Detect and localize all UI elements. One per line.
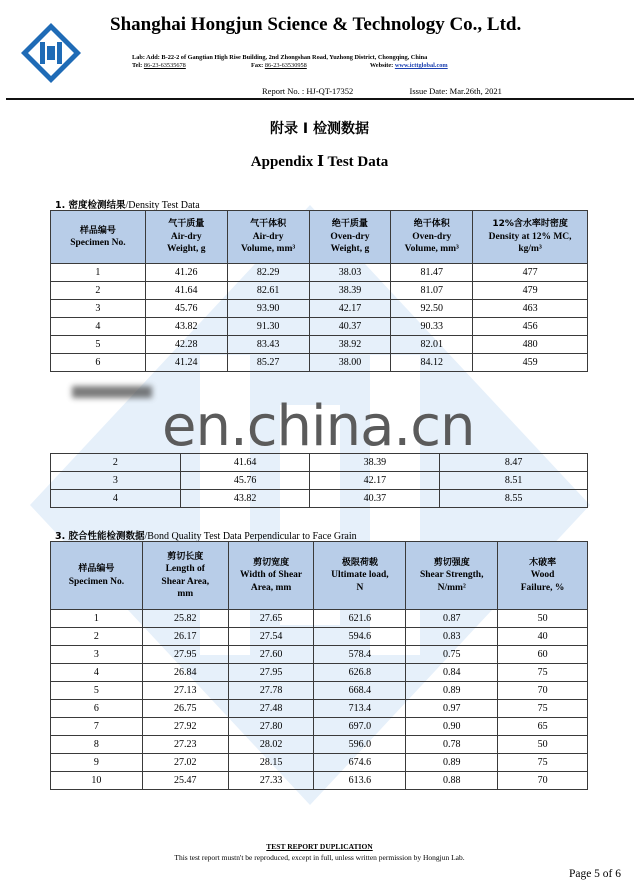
table-cell: 27.92 [142,718,228,736]
table-cell: 3 [51,646,143,664]
table-cell: 2 [51,282,146,300]
table-cell: 83.43 [227,336,309,354]
table-cell: 26.75 [142,700,228,718]
table-row [51,354,588,372]
table-cell: 81.07 [391,282,473,300]
table-cell: 0.84 [406,664,498,682]
table-cell: 82.29 [227,264,309,282]
table-cell: 41.64 [180,454,310,472]
website-label: Website: [369,62,394,69]
table-cell: 50 [498,610,588,628]
table-cell: 668.4 [314,682,406,700]
table-cell: 6 [51,700,143,718]
table-row [51,610,588,628]
col-header: 剪切宽度 Width of Shear Area, mm [228,542,314,610]
table-cell: 41.64 [145,282,227,300]
table-row [51,718,588,736]
fax-number[interactable]: 86-23-63530958 [264,62,307,69]
table-cell: 3 [51,300,146,318]
table-cell: 65 [498,718,588,736]
table-cell: 50 [498,736,588,754]
table-cell: 626.8 [314,664,406,682]
bond-table [50,541,588,790]
table-cell: 26.84 [142,664,228,682]
tel-number[interactable]: 86-23-63535678 [143,62,186,69]
table-cell: 0.89 [406,754,498,772]
table-cell: 2 [51,628,143,646]
table-cell: 84.12 [391,354,473,372]
table-cell: 2 [51,454,181,472]
table-cell: 27.80 [228,718,314,736]
table-cell: 45.76 [145,300,227,318]
table-cell: 27.60 [228,646,314,664]
table-row [51,300,588,318]
table-cell: 85.27 [227,354,309,372]
table-header-row [51,211,588,264]
table-row [51,628,588,646]
table-cell: 25.47 [142,772,228,790]
col-header: 样品编号 Specimen No. [51,211,146,264]
table-cell: 28.02 [228,736,314,754]
table-cell: 82.61 [227,282,309,300]
table-row [51,646,588,664]
col-header: 剪切强度 Shear Strength, N/mm² [406,542,498,610]
appendix-title-en: Appendix Ⅰ Test Data [250,154,389,170]
table-cell: 674.6 [314,754,406,772]
table-cell: 0.88 [406,772,498,790]
table-cell: 480 [473,336,588,354]
col-header: 绝干质量 Oven-dry Weight, g [309,211,391,264]
col-header: 气干质量 Air-dry Weight, g [145,211,227,264]
table-cell: 479 [473,282,588,300]
table-cell: 5 [51,682,143,700]
table-cell: 613.6 [314,772,406,790]
table-cell: 6 [51,354,146,372]
table-cell: 41.24 [145,354,227,372]
table-cell: 27.48 [228,700,314,718]
table-header-row [51,542,588,610]
table-cell: 27.33 [228,772,314,790]
report-number: Report No. : HJ-QT-17352 [262,86,354,96]
table-cell: 60 [498,646,588,664]
table-cell: 8.55 [440,490,588,508]
report-info [262,86,502,96]
header-divider [6,98,634,100]
table-cell: 38.03 [309,264,391,282]
table-cell: 27.02 [142,754,228,772]
col-header: 气干体积 Air-dry Volume, mm³ [227,211,309,264]
table-cell: 0.87 [406,610,498,628]
density-table [50,210,588,372]
table-cell: 10 [51,772,143,790]
table-cell: 93.90 [227,300,309,318]
table-cell: 27.95 [228,664,314,682]
duplication-title: TEST REPORT DUPLICATION [266,842,373,851]
moisture-table [50,453,588,508]
table-cell: 8.47 [440,454,588,472]
table-row [51,282,588,300]
table-cell: 7 [51,718,143,736]
appendix-title-cn: 附录 I 检测数据 [270,121,369,137]
fax-label: Fax: [250,62,264,69]
table-cell: 75 [498,700,588,718]
table-cell: 25.82 [142,610,228,628]
table-cell: 713.4 [314,700,406,718]
table-cell: 26.17 [142,628,228,646]
density-section-title: 1. 密度检测结果/Density Test Data [55,200,200,211]
table-cell: 596.0 [314,736,406,754]
table-row [51,700,588,718]
table-row [51,490,588,508]
table-row [51,736,588,754]
col-header: 剪切长度 Length of Shear Area, mm [142,542,228,610]
table-cell: 477 [473,264,588,282]
table-cell: 27.13 [142,682,228,700]
table-cell: 42.28 [145,336,227,354]
table-cell: 75 [498,754,588,772]
page-number: Page 5 of 6 [568,868,621,880]
table-cell: 0.90 [406,718,498,736]
table-cell: 42.17 [309,300,391,318]
table-cell: 0.89 [406,682,498,700]
obscured-section-title [72,386,152,398]
table-cell: 456 [473,318,588,336]
table-cell: 38.00 [309,354,391,372]
table-cell: 27.54 [228,628,314,646]
table-cell: 3 [51,472,181,490]
table-cell: 27.78 [228,682,314,700]
col-header: 12%含水率时密度 Density at 12% MC, kg/m³ [473,211,588,264]
table-cell: 5 [51,336,146,354]
company-name: Shanghai Hongjun Science & Technology Co., Ltd. [110,14,522,35]
table-cell: 4 [51,664,143,682]
table-cell: 70 [498,772,588,790]
table-cell: 463 [473,300,588,318]
table-cell: 81.47 [391,264,473,282]
table-cell: 38.39 [309,282,391,300]
table-cell: 1 [51,610,143,628]
table-cell: 27.65 [228,610,314,628]
table-cell: 45.76 [180,472,310,490]
table-cell: 594.6 [314,628,406,646]
table-cell: 40 [498,628,588,646]
table-cell: 70 [498,682,588,700]
table-cell: 459 [473,354,588,372]
table-cell: 578.4 [314,646,406,664]
table-cell: 4 [51,490,181,508]
table-cell: 697.0 [314,718,406,736]
table-row [51,264,588,282]
table-cell: 0.83 [406,628,498,646]
table-cell: 40.37 [309,318,391,336]
issue-date: Issue Date: Mar.26th, 2021 [409,86,502,96]
tel-label: Tel: [132,62,143,69]
table-row [51,336,588,354]
col-header: 绝干体积 Oven-dry Volume, mm³ [391,211,473,264]
table-cell: 0.75 [406,646,498,664]
table-cell: 28.15 [228,754,314,772]
table-row [51,682,588,700]
table-cell: 0.97 [406,700,498,718]
company-logo-icon [20,22,82,84]
col-header: 样品编号 Specimen No. [51,542,143,610]
website-link[interactable]: www.icttglobal.com [394,62,448,69]
duplication-text: This test report mustn't be reproduced, except in full, unless written permission by Hongjun Lab. [174,853,465,862]
bond-section-title: 3. 胶合性能检测数据/Bond Quality Test Data Perpendicular to Face Grain [55,531,357,542]
contact-line [132,62,448,69]
col-header: 木破率 Wood Failure, % [498,542,588,610]
lab-address: Lab: Add: B-22-2 of Gangtian High Rise Building, 2nd Zhongshan Road, Yuzhong District, Chongqing, China [132,54,428,61]
table-cell: 38.92 [309,336,391,354]
table-cell: 9 [51,754,143,772]
table-cell: 91.30 [227,318,309,336]
table-cell: 43.82 [180,490,310,508]
table-row [51,318,588,336]
table-cell: 90.33 [391,318,473,336]
table-cell: 27.23 [142,736,228,754]
table-cell: 8.51 [440,472,588,490]
table-cell: 0.78 [406,736,498,754]
table-cell: 621.6 [314,610,406,628]
table-row [51,472,588,490]
table-cell: 43.82 [145,318,227,336]
table-row [51,664,588,682]
col-header: 极限荷载 Ultimate load, N [314,542,406,610]
table-cell: 40.37 [310,490,440,508]
watermark-text: en.china.cn [162,394,475,459]
table-cell: 1 [51,264,146,282]
table-cell: 82.01 [391,336,473,354]
table-row [51,454,588,472]
table-row [51,754,588,772]
table-cell: 75 [498,664,588,682]
table-cell: 38.39 [310,454,440,472]
table-cell: 92.50 [391,300,473,318]
table-cell: 4 [51,318,146,336]
table-cell: 41.26 [145,264,227,282]
table-cell: 27.95 [142,646,228,664]
table-cell: 42.17 [310,472,440,490]
table-cell: 8 [51,736,143,754]
table-row [51,772,588,790]
